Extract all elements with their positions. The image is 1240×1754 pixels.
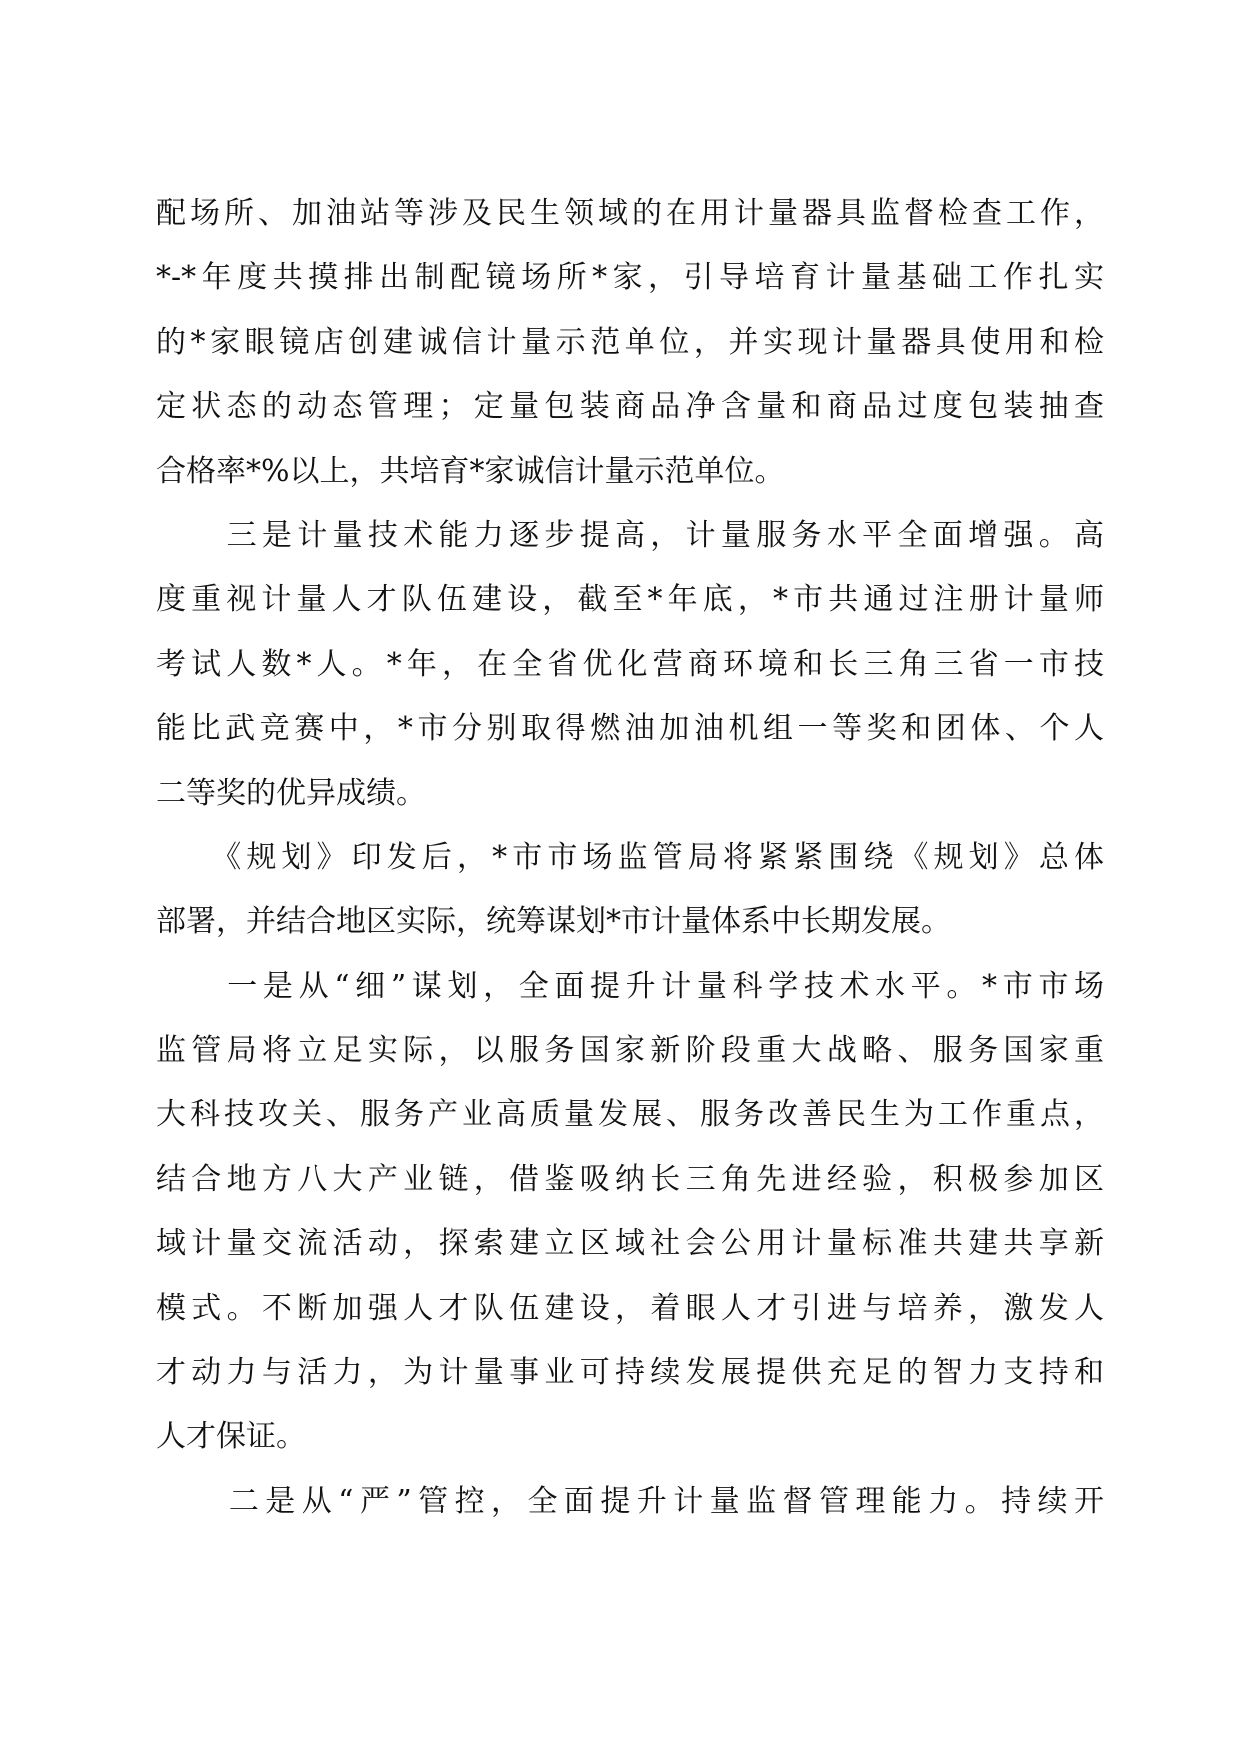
text-line: 大科技攻关、服务产业高质量发展、服务改善民生为工作重点， [156,1097,1104,1133]
text-line: 三是计量技术能力逐步提高，计量服务水平全面增强。高 [156,517,1104,553]
text-line: 合格率*%以上，共培育*家诚信计量示范单位。 [156,453,785,489]
text-line: 能比武竞赛中，*市分别取得燃油加油机组一等奖和团体、个人 [156,711,1104,747]
text-line: 才动力与活力，为计量事业可持续发展提供充足的智力支持和 [156,1355,1104,1391]
text-line: 结合地方八大产业链，借鉴吸纳长三角先进经验，积极参加区 [156,1161,1104,1197]
text-line: 部署，并结合地区实际，统筹谋划*市计量体系中长期发展。 [156,904,951,940]
text-line: 定状态的动态管理；定量包装商品净含量和商品过度包装抽查 [156,389,1104,425]
text-line: 人才保证。 [156,1419,306,1455]
text-line: 一是从“细”谋划，全面提升计量科学技术水平。*市市场 [156,968,1104,1004]
text-line: 《规划》印发后，*市市场监管局将紧紧围绕《规划》总体 [156,839,1104,875]
text-line: 模式。不断加强人才队伍建设，着眼人才引进与培养，激发人 [156,1290,1104,1326]
text-line: 监管局将立足实际，以服务国家新阶段重大战略、服务国家重 [156,1033,1104,1069]
text-line: 考试人数*人。*年，在全省优化营商环境和长三角三省一市技 [156,646,1104,682]
text-line: 度重视计量人才队伍建设，截至*年底，*市共通过注册计量师 [156,582,1104,618]
text-line: 二等奖的优异成绩。 [156,775,426,811]
text-line: 二是从“严”管控，全面提升计量监督管理能力。持续开 [156,1483,1104,1519]
document-page [156,182,1104,1534]
text-line: *-*年度共摸排出制配镜场所*家，引导培育计量基础工作扎实 [156,260,1104,296]
text-line: 配场所、加油站等涉及民生领域的在用计量器具监督检查工作， [156,196,1104,231]
text-line: 域计量交流活动，探索建立区域社会公用计量标准共建共享新 [156,1226,1104,1262]
text-line: 的*家眼镜店创建诚信计量示范单位，并实现计量器具使用和检 [156,324,1104,360]
